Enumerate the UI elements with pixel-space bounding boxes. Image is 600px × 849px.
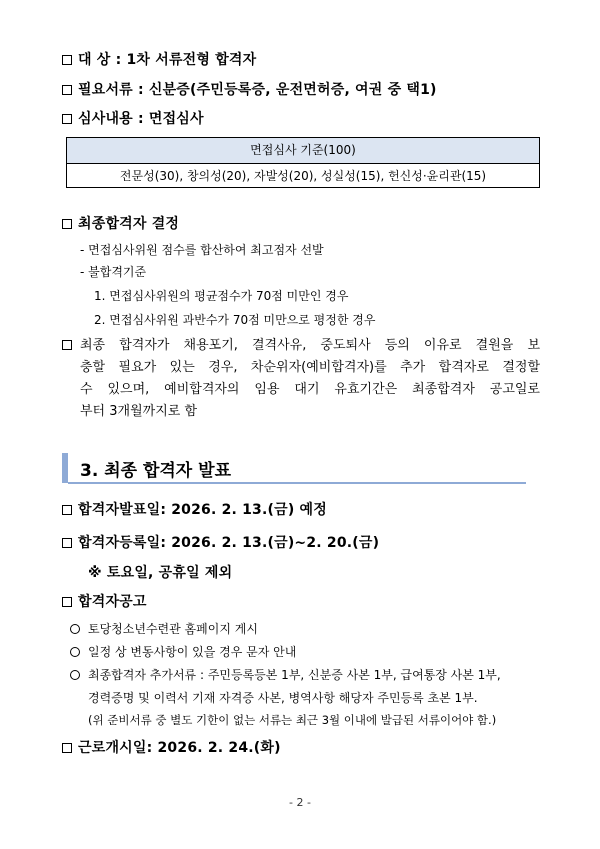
target-value: 1차 서류전형 합격자 <box>126 52 257 68</box>
notice-item-3-line-3: (위 준비서류 중 별도 기한이 없는 서류는 최근 3월 이내에 발급된 서류이어야 함.) <box>88 713 497 727</box>
checkbox-square-icon <box>62 340 72 350</box>
notice-item-3-line-2: 경력증명 및 이력서 기재 자격증 사본, 병역사항 해당자 주민등록 초본 1부. <box>88 691 478 705</box>
final-rule-1: 1. 면접심사위원의 평균점수가 70점 미만인 경우 <box>94 289 349 303</box>
criteria-body: 전문성(30), 창의성(20), 자발성(20), 성실성(15), 헌신성·윤리관(15) <box>119 169 487 183</box>
checkbox-square-icon <box>62 743 72 753</box>
target-label: 대 상 : <box>78 52 122 68</box>
checkbox-square-icon <box>62 505 72 515</box>
item-review <box>62 108 204 128</box>
checkbox-square-icon <box>62 538 72 548</box>
review-label: 심사내용 : <box>78 111 144 127</box>
notice-item-1: 토당청소년수련관 홈페이지 게시 <box>70 620 258 637</box>
checkbox-square-icon <box>62 597 72 607</box>
criteria-header: 면접심사 기준(100) <box>67 138 539 164</box>
announce-date: 합격자발표일: 2026. 2. 13.(금) 예정 <box>62 499 327 519</box>
criteria-table <box>66 137 540 188</box>
register-date: 합격자등록일: 2026. 2. 13.(금)~2. 20.(금) <box>62 532 379 552</box>
final-dash-2: - 불합격기준 <box>80 265 147 279</box>
docs-label: 필요서류 : <box>78 82 144 98</box>
item-docs <box>62 79 437 99</box>
final-para-line-1: 최종 합격자가 채용포기, 결격사유, 중도퇴사 등의 이유로 결원을 보 <box>80 338 540 353</box>
final-paragraph <box>62 335 540 423</box>
checkbox-square-icon <box>62 114 72 124</box>
page-number: - 2 - <box>289 796 311 809</box>
section-3-heading <box>62 453 526 483</box>
docs-value: 신분증(주민등록증, 운전면허증, 여권 중 택1) <box>148 82 437 98</box>
final-rule-2: 2. 면접심사위원 과반수가 70점 미만으로 평정한 경우 <box>94 313 376 327</box>
checkbox-square-icon <box>62 219 72 229</box>
exclude-note: ※ 토요일, 공휴일 제외 <box>88 565 233 581</box>
final-para-line-4: 부터 3개월까지로 함 <box>80 404 197 419</box>
notice-item-3: 최종합격자 추가서류 : 주민등록등본 1부, 신분증 사본 1부, 급여통장 사본 1부, <box>70 666 501 683</box>
review-value: 면접심사 <box>148 111 204 127</box>
notice-title: 합격자공고 <box>62 591 147 611</box>
final-dash-1: - 면접심사위원 점수를 합산하여 최고점자 선발 <box>80 243 324 257</box>
final-para-line-3: 수 있으며, 예비합격자의 임용 대기 유효기간은 최종합격자 공고일로 <box>80 382 540 397</box>
checkbox-square-icon <box>62 55 72 65</box>
item-target <box>62 49 256 69</box>
checkbox-square-icon <box>62 85 72 95</box>
final-title: 최종합격자 결정 <box>62 213 179 233</box>
section-3-title: 3. 최종 합격자 발표 <box>80 461 231 481</box>
notice-item-2: 일정 상 변동사항이 있을 경우 문자 안내 <box>70 643 296 660</box>
circle-bullet-icon <box>70 647 80 657</box>
circle-bullet-icon <box>70 624 80 634</box>
circle-bullet-icon <box>70 670 80 680</box>
final-para-line-2: 충할 필요가 있는 경우, 차순위자(예비합격자)를 추가 합격자로 결정할 <box>80 360 540 375</box>
start-date: 근로개시일: 2026. 2. 24.(화) <box>62 737 281 757</box>
